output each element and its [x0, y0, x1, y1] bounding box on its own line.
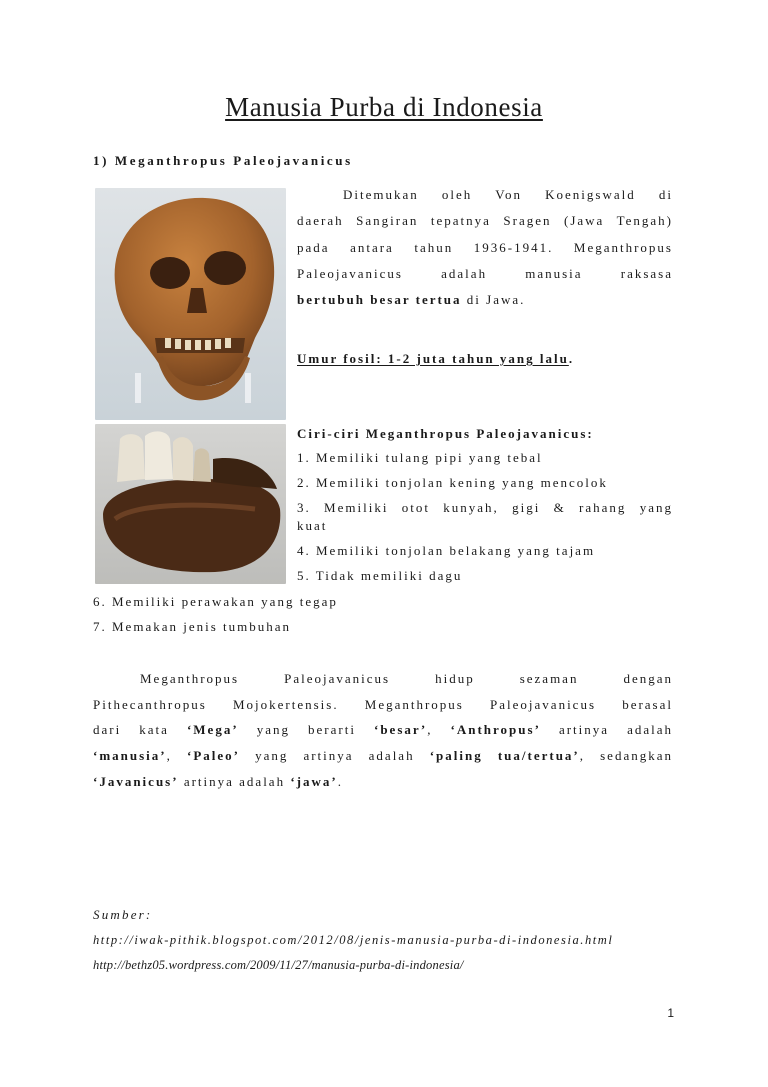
- para-line-2: Pithecanthropus Mojokertensis. Meganthropus Paleojavanicus berasal: [93, 697, 673, 712]
- term-anthropus: ‘Anthropus’: [450, 722, 541, 737]
- para-line-1: Meganthropus Paleojavanicus hidup sezaman dengan: [140, 671, 673, 686]
- term-besar: ‘besar’: [373, 722, 428, 737]
- term-jawa: ‘jawa’: [290, 774, 338, 789]
- trait-item: 1. Memiliki tulang pipi yang tebal: [297, 450, 543, 465]
- trait-item: 4. Memiliki tonjolan belakang yang tajam: [297, 543, 596, 558]
- term-mega: ‘Mega’: [186, 722, 239, 737]
- trait-item: 6. Memiliki perawakan yang tegap: [93, 594, 338, 609]
- jaw-fossil-photo: [95, 424, 286, 584]
- para-line-5: [93, 774, 673, 790]
- para-text: , sedangkan: [579, 748, 673, 763]
- term-javanicus: ‘Javanicus’: [93, 774, 179, 789]
- source-link-2[interactable]: http://bethz05.wordpress.com/2009/11/27/manusia-purba-di-indonesia/: [93, 958, 464, 972]
- bold-phrase: bertubuh besar tertua: [297, 292, 462, 307]
- intro-line-5: [297, 292, 673, 308]
- para-line-4: [93, 748, 673, 764]
- trait-item: 5. Tidak memiliki dagu: [297, 568, 463, 583]
- sources-label: Sumber:: [93, 907, 153, 922]
- para-text: ,: [427, 722, 451, 737]
- page-number: 1: [667, 1006, 674, 1020]
- para-text: artinya adalah: [540, 722, 674, 737]
- fossil-age-text: Umur fosil: 1-2 juta tahun yang lalu: [297, 351, 569, 366]
- trait-item-continued: kuat: [297, 518, 328, 533]
- source-link-1[interactable]: http://iwak-pithik.blogspot.com/2012/08/jenis-manusia-purba-di-indonesia.html: [93, 933, 614, 947]
- trait-item: 7. Memakan jenis tumbuhan: [93, 619, 292, 634]
- trait-item: 2. Memiliki tonjolan kening yang mencolok: [297, 475, 608, 490]
- term-paleo: ‘Paleo’: [186, 748, 240, 763]
- term-paling-tua: ‘paling tua/tertua’: [429, 748, 580, 763]
- para-text: yang berarti: [238, 722, 374, 737]
- para-text: .: [337, 774, 343, 789]
- trait-item: 3. Memiliki otot kunyah, gigi & rahang yang: [297, 500, 673, 515]
- para-text: dari kata: [93, 722, 187, 737]
- para-text: artinya adalah: [178, 774, 291, 789]
- traits-heading: Ciri-ciri Meganthropus Paleojavanicus:: [297, 426, 594, 441]
- fossil-age-end: .: [568, 351, 575, 366]
- intro-line-5-rest: di Jawa.: [461, 292, 526, 307]
- intro-line-1: Ditemukan oleh Von Koenigswald di: [343, 187, 673, 202]
- intro-line-3: pada antara tahun 1936-1941. Meganthropus: [297, 240, 673, 255]
- section-heading: 1) Meganthropus Paleojavanicus: [93, 153, 353, 168]
- intro-line-2: daerah Sangiran tepatnya Sragen (Jawa Tengah): [297, 213, 673, 228]
- page-title: Manusia Purba di Indonesia: [225, 92, 543, 122]
- intro-line-4: Paleojavanicus adalah manusia raksasa: [297, 266, 673, 281]
- term-manusia: ‘manusia’: [93, 748, 167, 763]
- fossil-age: [297, 351, 673, 367]
- para-text: ,: [166, 748, 187, 763]
- para-text: yang artinya adalah: [239, 748, 430, 763]
- skull-photo: [95, 188, 286, 420]
- para-line-3: [93, 722, 673, 738]
